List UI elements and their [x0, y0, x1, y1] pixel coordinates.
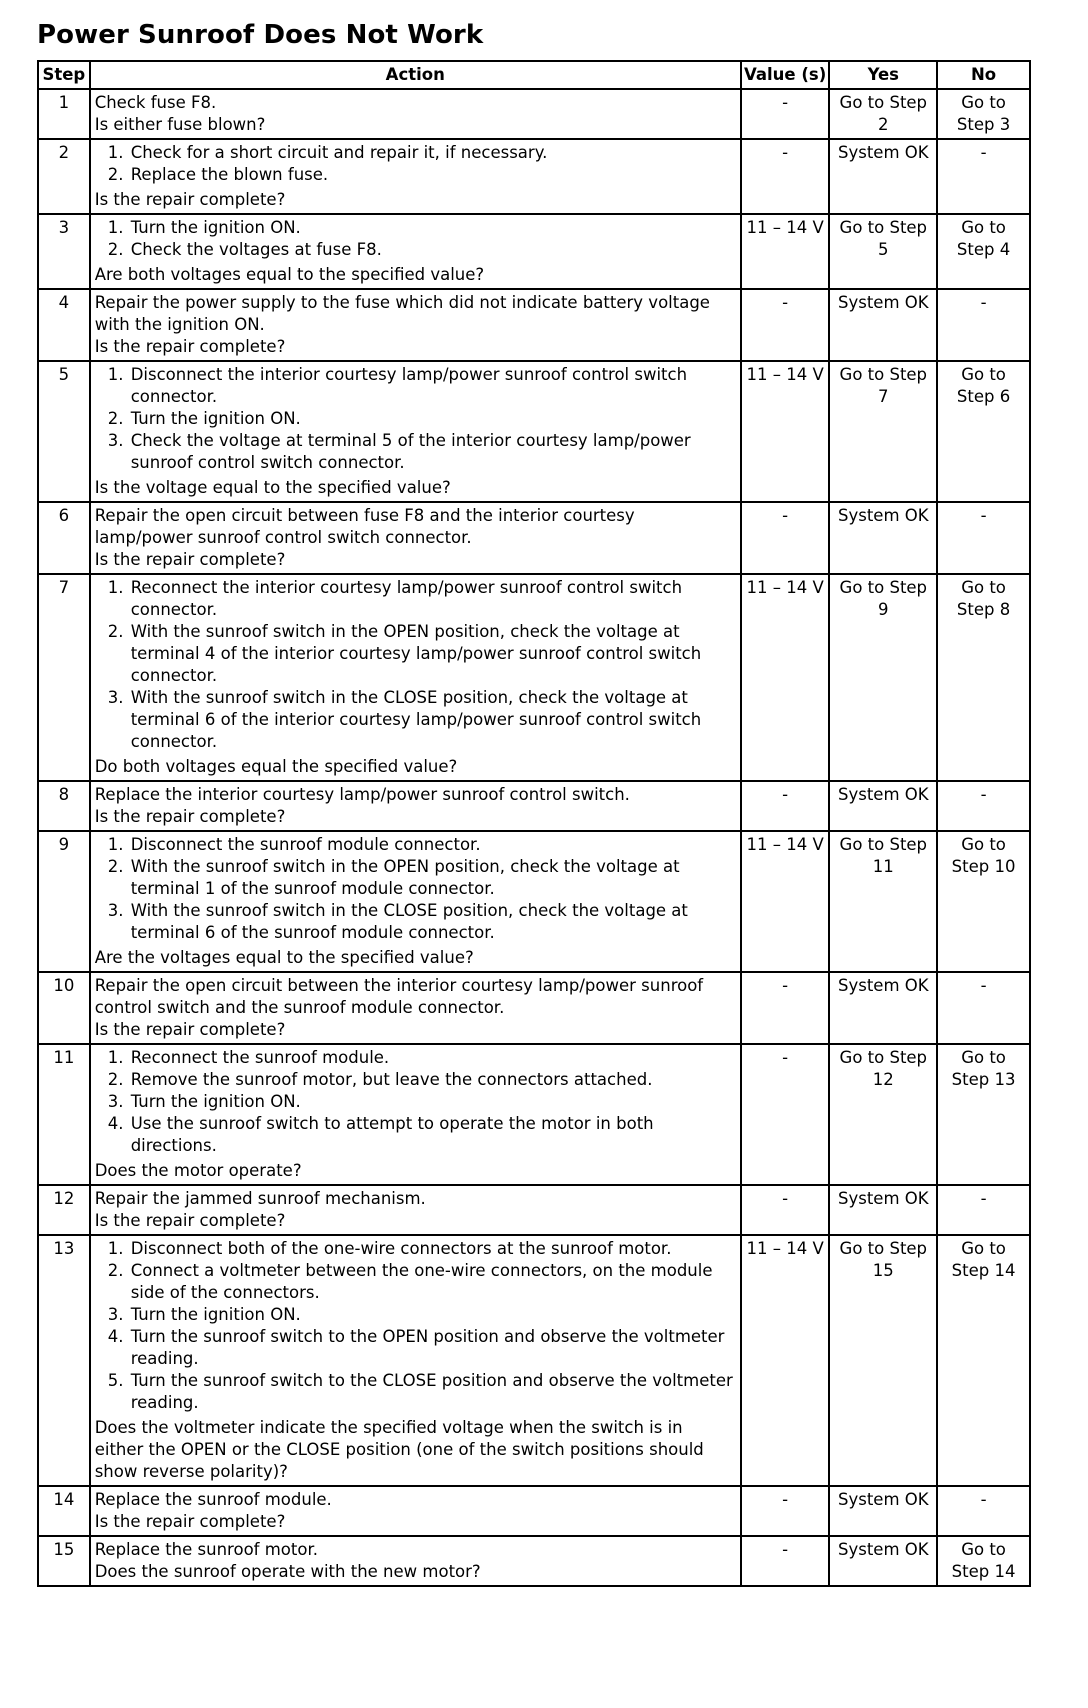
step-number: 14 [38, 1486, 90, 1536]
action-step-item: 4. Turn the sunroof switch to the OPEN position and observe the voltmeter reading. [129, 1326, 736, 1370]
step-number: 15 [38, 1536, 90, 1586]
step-number: 3 [38, 214, 90, 289]
action-cell [90, 1536, 741, 1586]
action-cell [90, 289, 741, 361]
action-intro: Replace the sunroof motor. [94, 1540, 318, 1559]
action-intro: Repair the power supply to the fuse which did not indicate battery voltage with the ignition ON. [94, 293, 710, 334]
table-row [38, 1235, 1030, 1486]
action-question: Is either fuse blown? [94, 115, 266, 134]
header-yes: Yes [829, 61, 937, 89]
action-intro: Repair the jammed sunroof mechanism. [94, 1189, 426, 1208]
table-row [38, 214, 1030, 289]
value-cell: - [741, 972, 830, 1044]
value-cell: - [741, 1185, 830, 1235]
action-cell [90, 139, 741, 214]
action-step-item: 3. With the sunroof switch in the CLOSE position, check the voltage at terminal 6 of the sunroof module connector. [129, 900, 736, 944]
no-cell: - [937, 139, 1030, 214]
action-step-item: 2. Turn the ignition ON. [129, 408, 736, 430]
action-steps-list [95, 142, 736, 186]
value-cell: - [741, 781, 830, 831]
action-cell [90, 831, 741, 972]
yes-cell: Go to Step 15 [829, 1235, 937, 1486]
no-cell: - [937, 972, 1030, 1044]
action-intro: Repair the open circuit between fuse F8 and the interior courtesy lamp/power sunroof control switch connector. [94, 506, 635, 547]
document-page [37, 20, 1037, 1587]
table-row [38, 1536, 1030, 1586]
table-row [38, 972, 1030, 1044]
value-cell: 11 – 14 V [741, 831, 830, 972]
no-cell: Go to Step 13 [937, 1044, 1030, 1185]
value-cell: 11 – 14 V [741, 574, 830, 781]
action-step-item: 2. Replace the blown fuse. [129, 164, 736, 186]
action-cell [90, 781, 741, 831]
step-number: 10 [38, 972, 90, 1044]
yes-cell: Go to Step 7 [829, 361, 937, 502]
action-question: Is the repair complete? [94, 337, 286, 356]
action-step-item: 3. Check the voltage at terminal 5 of the interior courtesy lamp/power sunroof control switch connector. [129, 430, 736, 474]
action-question: Does the motor operate? [94, 1161, 302, 1180]
table-header-row [38, 61, 1030, 89]
table-row [38, 781, 1030, 831]
step-number: 5 [38, 361, 90, 502]
value-cell: 11 – 14 V [741, 214, 830, 289]
action-step-item: 3. Turn the ignition ON. [129, 1091, 736, 1113]
action-cell [90, 972, 741, 1044]
no-cell: - [937, 1185, 1030, 1235]
yes-cell: System OK [829, 781, 937, 831]
table-row [38, 361, 1030, 502]
action-step-item: 2. Check the voltages at fuse F8. [129, 239, 736, 261]
value-cell: - [741, 1486, 830, 1536]
action-steps-list [95, 577, 736, 753]
action-cell [90, 214, 741, 289]
table-body [38, 89, 1030, 1586]
no-cell: Go to Step 4 [937, 214, 1030, 289]
action-step-item: 2. With the sunroof switch in the OPEN position, check the voltage at terminal 1 of the sunroof module connector. [129, 856, 736, 900]
action-steps-list [95, 217, 736, 261]
step-number: 8 [38, 781, 90, 831]
no-cell: Go to Step 3 [937, 89, 1030, 139]
action-step-item: 2. With the sunroof switch in the OPEN position, check the voltage at terminal 4 of the interior courtesy lamp/power sunroof control switch connector. [129, 621, 736, 687]
action-intro: Check fuse F8. [94, 93, 217, 112]
action-cell [90, 89, 741, 139]
yes-cell: System OK [829, 502, 937, 574]
action-question: Are the voltages equal to the specified value? [94, 948, 474, 967]
step-number: 11 [38, 1044, 90, 1185]
step-number: 4 [38, 289, 90, 361]
action-question: Does the voltmeter indicate the specified voltage when the switch is in either the OPEN or the CLOSE position (one of the switch positions should show reverse polarity)? [94, 1418, 704, 1481]
action-intro: Repair the open circuit between the interior courtesy lamp/power sunroof control switch and the sunroof module connector. [94, 976, 704, 1017]
action-steps-list [95, 1047, 736, 1157]
action-cell [90, 1044, 741, 1185]
action-step-item: 1. Reconnect the interior courtesy lamp/power sunroof control switch connector. [129, 577, 736, 621]
step-number: 6 [38, 502, 90, 574]
yes-cell: Go to Step 11 [829, 831, 937, 972]
yes-cell: Go to Step 5 [829, 214, 937, 289]
value-cell: - [741, 502, 830, 574]
yes-cell: Go to Step 12 [829, 1044, 937, 1185]
action-cell [90, 1185, 741, 1235]
yes-cell: System OK [829, 1536, 937, 1586]
action-step-item: 1. Disconnect both of the one-wire connectors at the sunroof motor. [129, 1238, 736, 1260]
page-title: Power Sunroof Does Not Work [37, 20, 484, 50]
value-cell: - [741, 1536, 830, 1586]
action-step-item: 1. Disconnect the interior courtesy lamp/power sunroof control switch connector. [129, 364, 736, 408]
header-action: Action [90, 61, 741, 89]
no-cell: - [937, 781, 1030, 831]
action-steps-list [95, 834, 736, 944]
action-question: Is the repair complete? [94, 1020, 286, 1039]
table-row [38, 502, 1030, 574]
action-step-item: 1. Check for a short circuit and repair it, if necessary. [129, 142, 736, 164]
action-step-item: 3. With the sunroof switch in the CLOSE position, check the voltage at terminal 6 of the interior courtesy lamp/power sunroof control switch connector. [129, 687, 736, 753]
step-number: 12 [38, 1185, 90, 1235]
action-step-item: 1. Disconnect the sunroof module connector. [129, 834, 736, 856]
action-question: Does the sunroof operate with the new motor? [94, 1562, 481, 1581]
table-row [38, 1044, 1030, 1185]
yes-cell: Go to Step 2 [829, 89, 937, 139]
action-step-item: 3. Turn the ignition ON. [129, 1304, 736, 1326]
value-cell: - [741, 1044, 830, 1185]
action-question: Is the repair complete? [94, 807, 286, 826]
yes-cell: System OK [829, 139, 937, 214]
action-question: Is the repair complete? [94, 550, 286, 569]
action-cell [90, 502, 741, 574]
action-step-item: 5. Turn the sunroof switch to the CLOSE position and observe the voltmeter reading. [129, 1370, 736, 1414]
action-cell [90, 361, 741, 502]
value-cell: 11 – 14 V [741, 1235, 830, 1486]
no-cell: Go to Step 14 [937, 1235, 1030, 1486]
yes-cell: Go to Step 9 [829, 574, 937, 781]
action-cell [90, 574, 741, 781]
table-row [38, 1185, 1030, 1235]
value-cell: 11 – 14 V [741, 361, 830, 502]
action-question: Are both voltages equal to the specified value? [94, 265, 485, 284]
action-cell [90, 1235, 741, 1486]
yes-cell: System OK [829, 1185, 937, 1235]
action-steps-list [95, 364, 736, 474]
table-row [38, 831, 1030, 972]
action-question: Is the repair complete? [94, 190, 286, 209]
step-number: 2 [38, 139, 90, 214]
no-cell: - [937, 1486, 1030, 1536]
yes-cell: System OK [829, 972, 937, 1044]
table-row [38, 289, 1030, 361]
step-number: 13 [38, 1235, 90, 1486]
table-row [38, 574, 1030, 781]
no-cell: Go to Step 14 [937, 1536, 1030, 1586]
diagnostic-table [37, 60, 1031, 1587]
header-value: Value (s) [741, 61, 830, 89]
action-step-item: 1. Turn the ignition ON. [129, 217, 736, 239]
header-step: Step [38, 61, 90, 89]
action-step-item: 2. Remove the sunroof motor, but leave the connectors attached. [129, 1069, 736, 1091]
action-intro: Replace the interior courtesy lamp/power sunroof control switch. [94, 785, 630, 804]
step-number: 7 [38, 574, 90, 781]
value-cell: - [741, 89, 830, 139]
yes-cell: System OK [829, 1486, 937, 1536]
table-row [38, 139, 1030, 214]
action-cell [90, 1486, 741, 1536]
action-step-item: 2. Connect a voltmeter between the one-wire connectors, on the module side of the connectors. [129, 1260, 736, 1304]
table-row [38, 89, 1030, 139]
table-row [38, 1486, 1030, 1536]
yes-cell: System OK [829, 289, 937, 361]
action-question: Is the repair complete? [94, 1512, 286, 1531]
value-cell: - [741, 289, 830, 361]
value-cell: - [741, 139, 830, 214]
step-number: 1 [38, 89, 90, 139]
action-step-item: 1. Reconnect the sunroof module. [129, 1047, 736, 1069]
no-cell: Go to Step 10 [937, 831, 1030, 972]
step-number: 9 [38, 831, 90, 972]
action-question: Is the voltage equal to the specified value? [94, 478, 451, 497]
no-cell: - [937, 502, 1030, 574]
no-cell: - [937, 289, 1030, 361]
header-no: No [937, 61, 1030, 89]
no-cell: Go to Step 6 [937, 361, 1030, 502]
action-steps-list [95, 1238, 736, 1414]
action-step-item: 4. Use the sunroof switch to attempt to operate the motor in both directions. [129, 1113, 736, 1157]
action-question: Is the repair complete? [94, 1211, 286, 1230]
action-intro: Replace the sunroof module. [94, 1490, 332, 1509]
action-question: Do both voltages equal the specified value? [94, 757, 458, 776]
no-cell: Go to Step 8 [937, 574, 1030, 781]
